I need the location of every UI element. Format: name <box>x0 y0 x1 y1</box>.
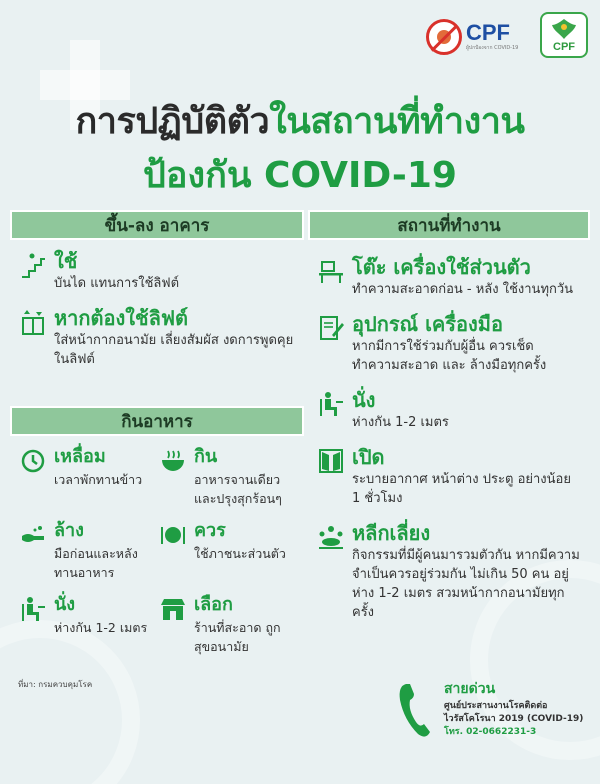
left-column <box>10 210 304 670</box>
hotline-phone: โทร. 02-0662231-3 <box>444 727 537 737</box>
bowl-icon <box>160 448 186 474</box>
stairs-icon <box>20 252 46 278</box>
item-title: โต๊ะ เครื่องใช้ส่วนตัว <box>352 255 531 279</box>
item-description: ใส่หน้ากากอนามัย เลี่ยงสัมผัส งดการพูดคุยในลิฟต์ <box>54 333 294 367</box>
list-item <box>20 518 154 582</box>
item-description: เวลาพักทานข้าว <box>54 472 143 487</box>
clock-icon <box>20 448 46 474</box>
item-title: หากต้องใช้ลิฟต์ <box>54 306 189 330</box>
item-title: ควร <box>194 520 226 541</box>
item-title: นั่ง <box>54 594 76 615</box>
wash-hands-icon <box>20 522 46 548</box>
section-header-eating: กินอาหาร <box>10 406 304 436</box>
cpf-tree-icon <box>549 17 579 41</box>
elevator-icon <box>20 309 46 335</box>
list-item <box>20 248 294 293</box>
sitting-icon <box>20 596 46 622</box>
title-part-black: การปฏิบัติตัว <box>75 101 270 142</box>
list-item <box>318 387 580 432</box>
page-title-line2: ป้องกัน COVID-19 <box>143 155 457 196</box>
list-item <box>20 592 154 656</box>
section-header-workplace: สถานที่ทำงาน <box>308 210 590 240</box>
list-item <box>318 444 580 508</box>
item-description: ห่างกัน 1-2 เมตร <box>54 620 148 635</box>
cpf-logo <box>540 12 588 58</box>
hotline-title: สายด่วน <box>444 681 496 697</box>
plate-icon <box>160 522 186 548</box>
cpf-logo-text: CPF <box>553 41 575 53</box>
list-item <box>160 518 294 582</box>
hotline-box <box>396 678 596 748</box>
item-description: อาหารจานเดียว และปรุงสุกร้อนๆ <box>194 472 282 506</box>
list-item <box>160 592 294 656</box>
cpf-brand-subtitle: ผู้ปกป้องจาก COVID-19 <box>466 45 519 51</box>
right-column <box>308 210 590 642</box>
item-description: ห่างกัน 1-2 เมตร <box>352 415 449 430</box>
window-icon <box>318 448 344 474</box>
shop-icon <box>160 596 186 622</box>
hotline-center: ศูนย์ประสานงานโรคติดต่อ <box>444 701 548 711</box>
list-item <box>318 311 580 375</box>
item-title: เลือก <box>194 594 233 615</box>
item-title: กิน <box>194 446 218 467</box>
phone-icon <box>396 680 434 740</box>
item-title: หลีกเลี่ยง <box>352 521 431 545</box>
item-title: ใช้ <box>54 249 78 273</box>
page-title-line1 <box>0 92 600 149</box>
item-description: บันได แทนการใช้ลิฟต์ <box>54 276 180 291</box>
list-item <box>20 444 154 508</box>
no-virus-icon <box>426 19 462 55</box>
hotline-virus: ไวรัสโคโรนา 2019 (COVID-19) <box>444 714 584 724</box>
item-description: ทำความสะอาดก่อน - หลัง ใช้งานทุกวัน <box>352 282 574 297</box>
item-title: เปิด <box>352 445 385 469</box>
source-note: ที่มา: กรมควบคุมโรค <box>18 680 93 689</box>
desk-icon <box>318 258 344 284</box>
section-header-building: ขึ้น-ลง อาคาร <box>10 210 304 240</box>
item-title: อุปกรณ์ เครื่องมือ <box>352 312 504 336</box>
item-title: นั่ง <box>352 388 376 412</box>
list-item <box>160 444 294 508</box>
item-title: ล้าง <box>54 520 84 541</box>
item-description: มือก่อนและหลัง ทานอาหาร <box>54 546 138 580</box>
item-description: ร้านที่สะอาด ถูกสุขอนามัย <box>194 620 281 654</box>
list-item <box>318 254 580 299</box>
sitting-icon <box>318 391 344 417</box>
item-description: หากมีการใช้ร่วมกับผู้อื่น ควรเช็ดทำความสะอาด และ ล้างมือทุกครั้ง <box>352 339 547 373</box>
item-description: ใช้ภาชนะส่วนตัว <box>194 546 286 561</box>
list-item <box>20 305 294 369</box>
item-description: กิจกรรมที่มีผู้คนมารวมตัวกัน หากมีความจำเป็นควรอยู่ร่วมกัน ไม่เกิน 50 คน อยู่ห่าง 1-2 เมตร สวมหน้ากากอนามัยทุกครั้ง <box>352 548 580 620</box>
cpf-brand-text: CPF <box>466 20 510 45</box>
cpf-covid-logo <box>426 16 528 58</box>
title-part-green: ในสถานที่ทำงาน <box>269 101 525 142</box>
meeting-icon <box>318 524 344 550</box>
list-item <box>318 520 580 622</box>
item-description: ระบายอากาศ หน้าต่าง ประตู อย่างน้อย 1 ชั่วโมง <box>352 472 571 506</box>
document-pen-icon <box>318 315 344 341</box>
item-title: เหลื่อม <box>54 446 106 467</box>
